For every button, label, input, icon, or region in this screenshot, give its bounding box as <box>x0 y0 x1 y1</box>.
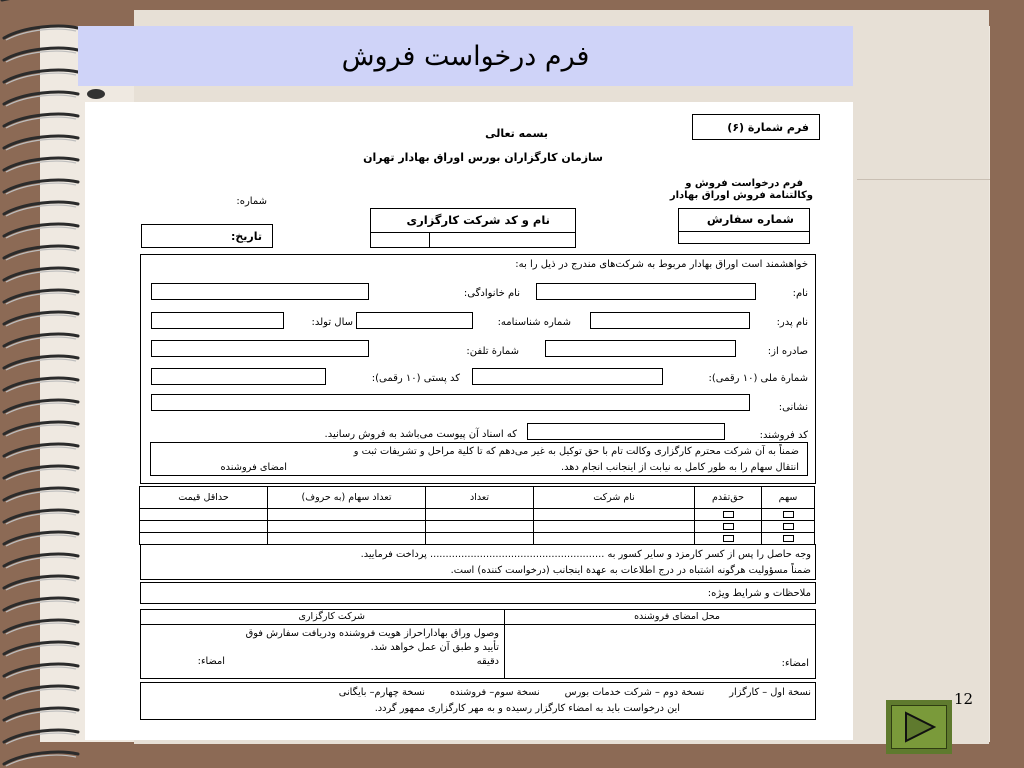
phone-label: شمارة تلفن: <box>466 346 519 357</box>
checkbox[interactable] <box>723 535 734 542</box>
checkbox[interactable] <box>783 511 794 518</box>
table-row <box>140 509 815 521</box>
table-header: تعداد سهام (به حروف) <box>268 487 426 509</box>
signatures-box <box>140 609 816 679</box>
proceeds-box <box>140 544 816 580</box>
docs-attached: که اسناد آن پیوست می‌باشد به فروش رسانید. <box>324 429 517 440</box>
address-field[interactable] <box>151 394 750 411</box>
checkbox[interactable] <box>783 523 794 530</box>
bismillah: بسمه تعالی <box>485 127 548 140</box>
issued-from-label: صادره از: <box>767 346 808 357</box>
proceeds-line-1: وجه حاصل را پس از کسر کارمزد و سایر کسور به ........................................................ پرداخت فرمایید. <box>360 549 811 560</box>
table-header: سهم <box>762 487 815 509</box>
issued-from-field[interactable] <box>545 340 736 357</box>
form-number: فرم شمارة (۶) <box>727 121 809 134</box>
national-code-label: شمارة ملی (۱۰ رقمی): <box>708 373 808 384</box>
shares-table <box>139 486 815 545</box>
next-slide-button[interactable] <box>886 700 952 754</box>
checkbox[interactable] <box>723 511 734 518</box>
form-title-1: فرم درخواست فروش و <box>685 178 803 189</box>
receipt-line-2: تأیید و طبق آن عمل خواهد شد. <box>370 642 499 653</box>
id-number-label: شماره شناسنامه: <box>497 317 571 328</box>
checkbox[interactable] <box>783 535 794 542</box>
table-header: نام شرکت <box>534 487 695 509</box>
broker-box <box>370 208 576 248</box>
seller-signature-caption: امضای فروشنده <box>220 462 287 473</box>
authorization-line-1: ضمناً به آن شرکت محترم کارگزاری وکالت تام با حق توکیل به غیر می‌دهم که تا کلیة مراحل و تشریفات ثبت و <box>353 446 799 457</box>
checkbox[interactable] <box>723 523 734 530</box>
broker-name-code: نام و کد شرکت کارگزاری <box>406 213 550 227</box>
authorization-line-2: انتقال سهام را به طور کامل به نیابت از اینجانب انجام دهد. <box>561 462 799 473</box>
national-code-field[interactable] <box>472 368 663 385</box>
seller-signature-label: امضاء: <box>781 658 809 669</box>
copies-note: این درخواست باید به امضاء کارگزار رسیده و به مهر کارگزاری ممهور گردد. <box>374 703 680 714</box>
name-field[interactable] <box>536 283 756 300</box>
scanned-form <box>85 102 853 740</box>
copies-line: نسخة اول – کارگزار نسخة دوم – شرکت خدمات بورس نسخة سوم– فروشنده نسخة چهارم– بایگانی <box>338 687 811 698</box>
divider-line <box>857 179 990 180</box>
remarks-box <box>140 582 816 604</box>
table-row <box>140 533 815 545</box>
family-name-field[interactable] <box>151 283 369 300</box>
copies-box <box>140 682 816 720</box>
table-header: حق‌تقدم <box>695 487 762 509</box>
form-title-2: وکالتنامة فروش اوراق بهادار <box>669 190 813 201</box>
family-name-label: نام خانوادگی: <box>463 288 520 299</box>
seller-signature-place: محل امضای فروشنده <box>634 611 720 622</box>
name-label: نام: <box>792 288 808 299</box>
authorization-box <box>150 442 808 476</box>
id-number-field[interactable] <box>356 312 473 329</box>
receipt-line-1: وصول وراق بهادار‌احراز هویت فروشنده ودریافت سفارش فوق <box>245 628 499 639</box>
remarks-label: ملاحظات و شرایط ویژه: <box>707 588 811 599</box>
broker-signature-label: امضاء: <box>197 656 225 667</box>
birth-year-field[interactable] <box>151 312 284 329</box>
title-bar <box>78 26 853 86</box>
father-name-label: نام پدر: <box>776 317 808 328</box>
slide-number: 12 <box>954 690 974 708</box>
date-box <box>141 224 273 248</box>
seller-code-label: کد فروشند: <box>759 430 808 441</box>
order-number-box <box>678 208 810 244</box>
address-label: نشانی: <box>778 402 808 413</box>
organization-name: سازمان کارگزاران بورس اوراق بهادار تهران <box>363 151 603 164</box>
date-label: تاریخ: <box>230 230 262 243</box>
postal-code-label: کد پستی (۱۰ رقمی): <box>371 373 460 384</box>
page-title: فرم درخواست فروش <box>341 40 590 72</box>
proceeds-line-2: ضمناً مسؤولیت هرگونه اشتباه در درج اطلاعات به عهدة اینجانب (درخواست کننده) است. <box>450 565 811 576</box>
postal-code-field[interactable] <box>151 368 326 385</box>
seller-code-field[interactable] <box>527 423 725 440</box>
table-row <box>140 521 815 533</box>
broker-company-label: شرکت کارگزاری <box>298 611 365 622</box>
request-intro: خواهشمند است اوراق بهادار مربوط به شرکت‌های مندرج در ذیل را به: <box>515 259 808 270</box>
form-number-box <box>692 114 820 140</box>
phone-field[interactable] <box>151 340 369 357</box>
minute-label: دقیقه <box>476 656 499 667</box>
number-label: شماره: <box>236 196 267 207</box>
play-triangle-icon <box>904 711 936 743</box>
birth-year-label: سال تولد: <box>311 317 353 328</box>
table-header: تعداد <box>426 487 534 509</box>
table-header: حداقل قیمت <box>140 487 268 509</box>
father-name-field[interactable] <box>590 312 750 329</box>
order-number-label: شماره سفارش <box>706 212 794 226</box>
